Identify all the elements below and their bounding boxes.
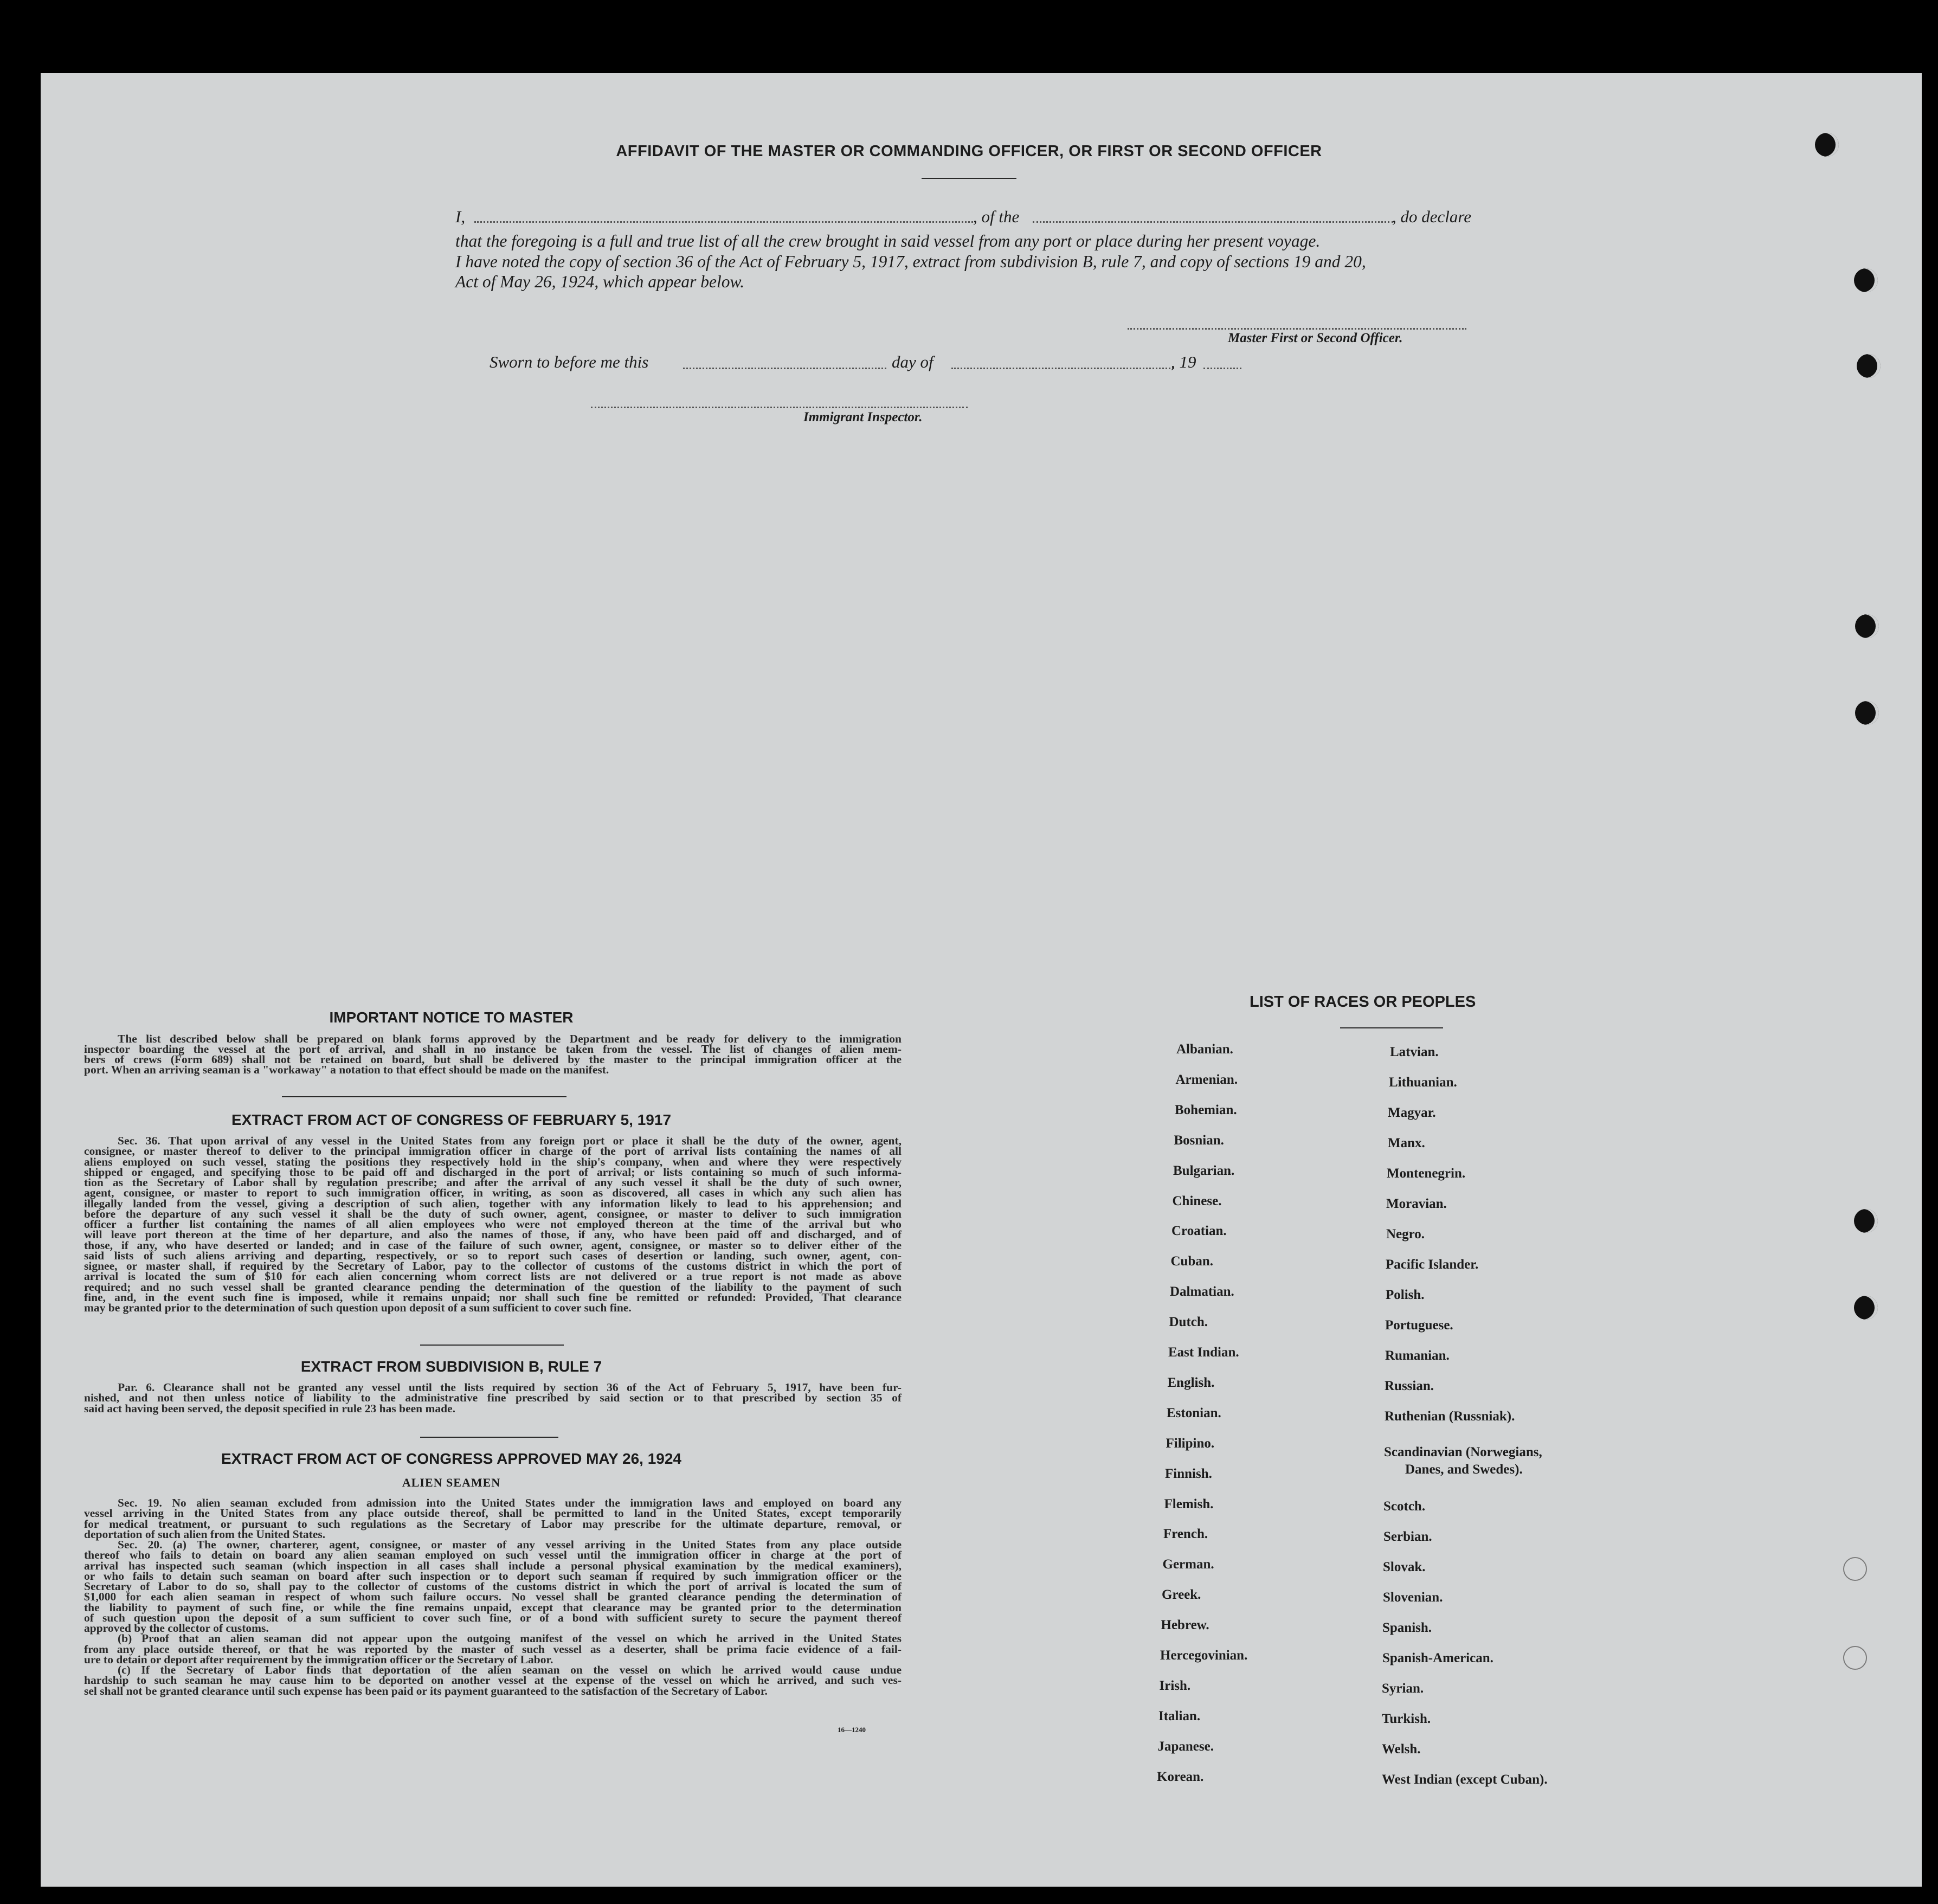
punch-hole xyxy=(1855,614,1879,638)
extract1924-line: $1,000 for each alien seaman in respect of whom such failure occurs. No vessel shall be granted clearance pending the determination of xyxy=(84,1590,902,1604)
notice-line: bers of crews (Form 689) shall not be retained on board, but shall be delivered by the master to the principal immigration officer at the xyxy=(84,1053,902,1066)
punch-hole xyxy=(1854,1209,1878,1233)
extract1924-line: hardship to such seaman he may cause him to be deported on another vessel at the expense of the vessel on which he arrived, and such ves- xyxy=(84,1674,902,1687)
race-item: Welsh. xyxy=(1382,1742,1421,1757)
race-item: Lithuanian. xyxy=(1389,1075,1457,1090)
race-item: Filipino. xyxy=(1166,1436,1215,1451)
of-the-label: , of the xyxy=(973,207,1020,226)
race-item: Italian. xyxy=(1158,1708,1201,1723)
extract1924-line: the liability to payment of such fine, or while the fine remains unpaid, except that clearance may be granted prior to the determination xyxy=(84,1600,902,1614)
race-item: Bosnian. xyxy=(1174,1133,1224,1148)
race-item: Irish. xyxy=(1159,1678,1191,1693)
extract1924-line: thereof who fails to detain on board any alien seaman employed on such vessel until the immigration officer in charge at the port of xyxy=(84,1548,902,1562)
extract1917-line: aliens employed on such vessel, stating the positions they respectively hold in the ship's company, when and where they were respectively xyxy=(84,1155,902,1168)
extract1924-line: arrival has inspected such seaman (which inspection in all cases shall include a personal physical examination by the medical examiners), xyxy=(84,1559,902,1572)
race-item: Manx. xyxy=(1388,1136,1425,1150)
race-item: Ruthenian (Russniak). xyxy=(1385,1409,1515,1424)
race-item: Slovenian. xyxy=(1383,1590,1443,1605)
race-item: Greek. xyxy=(1162,1587,1201,1603)
race-item: Russian. xyxy=(1385,1379,1434,1393)
inspector-signature-label: Immigrant Inspector. xyxy=(803,410,923,424)
master-signature-label: Master First or Second Officer. xyxy=(1228,331,1403,345)
master-signature-line[interactable] xyxy=(1128,328,1466,330)
race-item: Montenegrin. xyxy=(1387,1166,1466,1181)
race-item: German. xyxy=(1162,1557,1214,1572)
year-label: , 19 xyxy=(1171,352,1196,371)
race-item: Turkish. xyxy=(1382,1712,1431,1726)
extract-1917-title: EXTRACT FROM ACT OF CONGRESS OF FEBRUARY 5, 1917 xyxy=(231,1111,672,1128)
divider xyxy=(1340,1027,1443,1028)
races-title: LIST OF RACES OR PEOPLES xyxy=(1250,993,1476,1011)
race-item: Albanian. xyxy=(1176,1042,1233,1057)
notice-line: inspector boarding the vessel at the port of arrival, and shall in no instance be taken from the vessel. The list of changes of alien mem- xyxy=(84,1043,902,1056)
affiant-name-line[interactable] xyxy=(474,221,973,223)
race-item: Scotch. xyxy=(1383,1499,1426,1514)
extract1917-line: fine, and, in the event such fine is imposed, while it remains unpaid; nor shall such fine be remitted or refunded: Provided, That clearance xyxy=(84,1290,902,1304)
race-item: Slovak. xyxy=(1383,1560,1426,1574)
divider xyxy=(282,1096,566,1097)
punch-hole xyxy=(1855,701,1879,725)
extract1924-line: Sec. 20. (a) The owner, charterer, agent, consignee, or master of any vessel arriving in the United States from any place outside xyxy=(118,1538,902,1551)
sworn-year-line[interactable] xyxy=(1203,368,1241,369)
extract1924-line: ure to detain or deport after requirement by the immigration officer or the Secretary of Labor. xyxy=(84,1652,553,1666)
race-item: Spanish. xyxy=(1382,1620,1432,1635)
race-item: Danes, and Swedes). xyxy=(1405,1462,1523,1477)
extract1917-line: shipped or engaged, and specifying those to be paid off and discharged in the port of arrival; or lists containing so much of such informa- xyxy=(84,1165,902,1179)
sworn-day-line[interactable] xyxy=(683,368,886,369)
affidavit-title: AFFIDAVIT OF THE MASTER OR COMMANDING OFFICER, OR FIRST OR SECOND OFFICER xyxy=(616,143,1322,160)
extract1917-line: will leave port thereon at the time of her departure, and also the names of those, if any, who have been paid off and discharged, and of xyxy=(84,1228,902,1242)
notice-line: port. When an arriving seaman is a "workaway" a notation to that effect should be made on the manifest. xyxy=(84,1063,609,1076)
race-item: Hebrew. xyxy=(1161,1618,1209,1633)
extract1924-line: of such question upon the deposit of a sum sufficient to cover such fine, or of a bond with sufficient surety to secure the payment thereof xyxy=(84,1611,902,1624)
affidavit-line-1: that the foregoing is a full and true list of all the crew brought in said vessel from any port or place during her present voyage. xyxy=(455,231,1321,250)
race-item: Finnish. xyxy=(1165,1466,1212,1481)
day-of-label: day of xyxy=(892,352,933,371)
race-item: Estonian. xyxy=(1167,1405,1221,1420)
rule7-line: nished, and not then unless notice of liability to the administrative fine prescribed by said section or to that prescribed by section 35 of xyxy=(84,1391,902,1405)
punch-hole xyxy=(1843,1646,1867,1670)
form-number: 16—1240 xyxy=(838,1726,866,1734)
extract1917-line: required; and no such vessel shall be granted clearance pending the determination of the question of the liability to the payment of such xyxy=(84,1280,902,1294)
extract1917-line: agent, consignee, or master to report to such immigration officer, in writing, as soon as discovered, all cases in which any such alien has xyxy=(84,1186,902,1200)
extract1917-line: tion as the Secretary of Labor shall by regulation prescribe; and after the arrival of any such vessel it shall be the duty of such owner, xyxy=(84,1176,902,1189)
race-item: Pacific Islander. xyxy=(1386,1257,1479,1272)
divider xyxy=(922,178,1016,179)
extract1917-line: consignee, or master thereof to deliver to the principal immigration officer in charge of the port of arrival lists containing the names of all xyxy=(84,1144,902,1158)
alien-seamen-subtitle: ALIEN SEAMEN xyxy=(402,1476,501,1489)
rule7-line: Par. 6. Clearance shall not be granted any vessel until the lists required by section 36 of the Act of February 5, 1917, have been fur- xyxy=(118,1381,902,1394)
race-item: Bulgarian. xyxy=(1173,1163,1235,1178)
race-item: Bohemian. xyxy=(1175,1102,1237,1117)
race-item: Negro. xyxy=(1386,1227,1425,1242)
race-item: Polish. xyxy=(1386,1288,1425,1302)
sworn-label: Sworn to before me this xyxy=(490,352,649,371)
sworn-month-line[interactable] xyxy=(951,368,1174,369)
punch-hole xyxy=(1854,268,1878,292)
race-item: Scandinavian (Norwegians, xyxy=(1384,1445,1542,1459)
punch-hole xyxy=(1843,1557,1867,1581)
extract1924-line: vessel arriving in the United States from any place outside thereof, shall be permitted to land in the United States, except temporarily xyxy=(84,1507,902,1520)
extract1924-line: deportation of such alien from the United States. xyxy=(84,1527,326,1541)
vessel-name-line[interactable] xyxy=(1033,221,1393,223)
do-declare-label: , do declare xyxy=(1392,207,1472,226)
race-item: Magyar. xyxy=(1388,1105,1436,1120)
extract1924-line: approved by the collector of customs. xyxy=(84,1622,269,1635)
rule7-line: said act having been served, the deposit specified in rule 23 has been made. xyxy=(84,1401,456,1415)
extract1917-line: signee, or master shall, if required by the Secretary of Labor, pay to the collector of customs of the customs district in which the port of xyxy=(84,1259,902,1272)
extract1924-line: Sec. 19. No alien seaman excluded from admission into the United States under the immigration laws and employed on board any xyxy=(118,1496,902,1509)
race-item: French. xyxy=(1163,1527,1208,1542)
divider xyxy=(420,1437,558,1438)
extract1924-line: from any place outside thereof, or that he was reported by the master of such vessel as a deserter, shall be prima facie evidence of a fail- xyxy=(84,1642,902,1656)
extract1917-line: those, if any, who have deserted or landed; and in case of the failure of such owner, agent, consignee, or master so to deliver either of the xyxy=(84,1238,902,1252)
extract1924-line: or who fails to detain such seaman on board after such inspection or to deport such seaman if required by such immigration officer or the xyxy=(84,1569,902,1583)
affiant-label: I, xyxy=(455,207,466,226)
race-item: Armenian. xyxy=(1175,1072,1238,1087)
divider xyxy=(420,1345,564,1346)
race-item: Croatian. xyxy=(1171,1224,1227,1239)
race-item: Moravian. xyxy=(1386,1197,1447,1211)
rule7-title: EXTRACT FROM SUBDIVISION B, RULE 7 xyxy=(300,1358,602,1375)
race-item: Rumanian. xyxy=(1385,1348,1450,1363)
extract1917-line: said lists of such aliens arriving and departing, respectively, or so to report such cases of desertion or landing, such owner, agent, con- xyxy=(84,1249,902,1262)
extract1917-line: Sec. 36. That upon arrival of any vessel in the United States from any foreign port or place it shall be the duty of the owner, agent, xyxy=(118,1134,902,1147)
punch-hole xyxy=(1854,1296,1878,1320)
race-item: Latvian. xyxy=(1390,1045,1439,1059)
race-item: Korean. xyxy=(1157,1769,1204,1784)
extract1917-line: officer a further list containing the names of all alien employees who were not employed thereon at the time of the arrival but who xyxy=(84,1218,902,1231)
inspector-signature-line[interactable] xyxy=(591,407,968,408)
extract1917-line: before the departure of any such vessel it shall be the duty of such owner, agent, consignee, or master to deliver to such immigration xyxy=(84,1207,902,1220)
race-item: English. xyxy=(1167,1375,1215,1390)
extract1917-line: may be granted prior to the determination of such question upon deposit of a sum sufficient to cover such fine. xyxy=(84,1301,632,1314)
affidavit-line-3: Act of May 26, 1924, which appear below. xyxy=(455,272,745,291)
extract-1924-title: EXTRACT FROM ACT OF CONGRESS APPROVED MAY 26, 1924 xyxy=(221,1450,681,1467)
race-item: Spanish-American. xyxy=(1382,1651,1493,1665)
race-item: Hercegovinian. xyxy=(1160,1648,1248,1663)
extract1917-line: illegally landed from the vessel, giving a description of such alien, together with any information likely to lead to his apprehension; and xyxy=(84,1197,902,1210)
race-item: Dalmatian. xyxy=(1170,1284,1234,1300)
extract1924-line: (b) Proof that an alien seaman did not appear upon the outgoing manifest of the vessel on which he arrived in the United States xyxy=(118,1632,902,1645)
race-item: Dutch. xyxy=(1169,1315,1208,1330)
notice-title: IMPORTANT NOTICE TO MASTER xyxy=(329,1009,574,1026)
race-item: Japanese. xyxy=(1157,1739,1214,1754)
extract1917-line: arrival is located the sum of $10 for each alien concerning whom correct lists are not delivered or a true report is not made as above xyxy=(84,1270,902,1283)
race-item: Serbian. xyxy=(1383,1529,1432,1544)
race-item: Chinese. xyxy=(1172,1193,1222,1208)
notice-line: The list described below shall be prepared on blank forms approved by the Department and be ready for delivery to the immigration xyxy=(118,1032,902,1045)
race-item: West Indian (except Cuban). xyxy=(1382,1772,1548,1787)
race-item: Cuban. xyxy=(1170,1254,1214,1269)
race-item: Flemish. xyxy=(1164,1496,1214,1511)
affidavit-line-2: I have noted the copy of section 36 of the Act of February 5, 1917, extract from subdivision B, rule 7, and copy of sections 19 and 20, xyxy=(455,252,1366,271)
race-item: Portuguese. xyxy=(1385,1318,1453,1333)
extract1924-line: Secretary of Labor to do so, shall pay to the collector of customs of the customs district in which the port of arrival is located the sum of xyxy=(84,1580,902,1593)
punch-hole xyxy=(1857,354,1881,378)
race-item: East Indian. xyxy=(1168,1345,1239,1360)
extract1924-line: sel shall not be granted clearance until such expense has been paid or its payment guaranteed to the satisfaction of the Secretary of Labor. xyxy=(84,1684,768,1697)
race-item: Syrian. xyxy=(1382,1681,1424,1696)
extract1924-line: (c) If the Secretary of Labor finds that deportation of the alien seaman on the vessel on which he arrived would cause undue xyxy=(118,1663,902,1676)
extract1924-line: for medical treatment, or pursuant to such regulations as the Secretary of Labor may prescribe for the ultimate departure, removal, or xyxy=(84,1517,902,1530)
